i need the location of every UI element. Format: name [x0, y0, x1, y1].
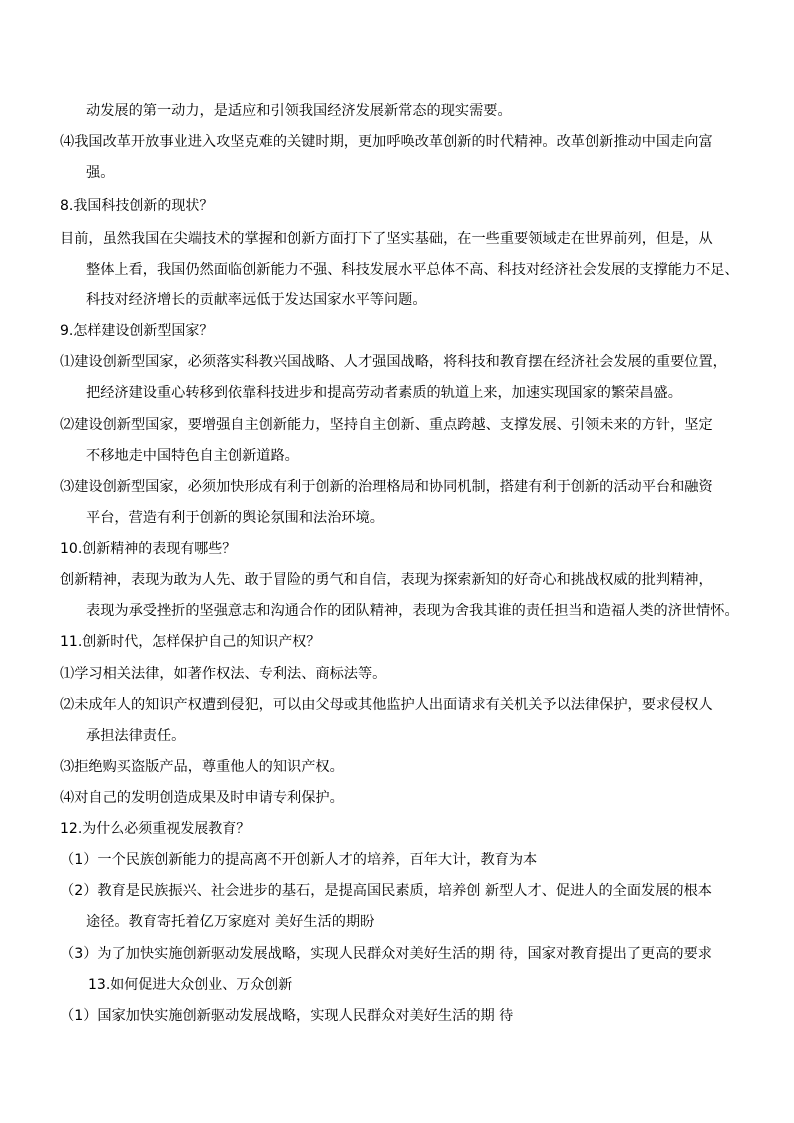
text-line: 动发展的第一动力，是适应和引领我国经济发展新常态的现实需要。 [86, 103, 512, 119]
text-line: ⑵未成年人的知识产权遭到侵犯，可以由父母或其他监护人出面请求有关机关予以法律保护，要求侵权人 [60, 697, 713, 713]
text-line: ⑴建设创新型国家，必须落实科教兴国战略、人才强国战略，将科技和教育摆在经济社会发展的重要位置， [60, 354, 727, 370]
text-line: 表现为承受挫折的坚强意志和沟通合作的团队精神，表现为舍我其谁的责任担当和造福人类的济世情怀。 [86, 603, 739, 619]
question-heading: 11.创新时代，怎样保护自己的知识产权？ [60, 634, 321, 650]
text-line: ⑴学习相关法律，如著作权法、专利法、商标法等。 [60, 666, 387, 682]
question-heading: 13.如何促进大众创业、万众创新 [88, 977, 293, 993]
text-line: 创新精神，表现为敢为人先、敢于冒险的勇气和自信，表现为探索新知的好奇心和挑战权威的批判精神， [60, 572, 713, 588]
text-line: ⑷我国改革开放事业进入攻坚克难的关键时期，更加呼唤改革创新的时代精神。改革创新推动中国走向富 [60, 134, 713, 150]
text-line: ⑵建设创新型国家，要增强自主创新能力，坚持自主创新、重点跨越、支撑发展、引领未来的方针，坚定 [60, 417, 713, 433]
question-heading: 12.为什么必须重视发展教育？ [60, 821, 251, 837]
text-line: （2）教育是民族振兴、社会进步的基石，是提高国民素质，培养创 新型人才、促进人的全面发展的根本 [60, 883, 712, 899]
text-line: 强。 [86, 165, 115, 181]
text-line: 平台，营造有利于创新的舆论氛围和法治环境。 [86, 510, 384, 526]
question-heading: 10.创新精神的表现有哪些？ [60, 541, 237, 557]
text-line: （1）国家加快实施创新驱动发展战略，实现人民群众对美好生活的期 待 [60, 1008, 514, 1024]
text-line: ⑷对自己的发明创造成果及时申请专利保护。 [60, 790, 344, 806]
text-line: 科技对经济增长的贡献率远低于发达国家水平等问题。 [86, 292, 427, 308]
question-heading: 9.怎样建设创新型国家？ [60, 323, 214, 339]
question-heading: 8.我国科技创新的现状？ [60, 198, 214, 214]
text-line: ⑶建设创新型国家，必须加快形成有利于创新的治理格局和协同机制，搭建有利于创新的活动平台和融资 [60, 479, 713, 495]
text-line: 承担法律责任。 [86, 728, 186, 744]
text-line: 把经济建设重心转移到依靠科技进步和提高劳动者素质的轨道上来，加速实现国家的繁荣昌盛。 [86, 385, 682, 401]
text-line: 整体上看，我国仍然面临创新能力不强、科技发展水平总体不高、科技对经济社会发展的支撑能力不足、 [86, 262, 739, 278]
text-line: 目前，虽然我国在尖端技术的掌握和创新方面打下了坚实基础，在一些重要领域走在世界前列，但是，从 [60, 231, 713, 247]
text-line: 不移地走中国特色自主创新道路。 [86, 448, 299, 464]
text-line: ⑶拒绝购买盗版产品，尊重他人的知识产权。 [60, 759, 344, 775]
text-line: 途径。教育寄托着亿万家庭对 美好生活的期盼 [86, 914, 375, 930]
text-line: （1）一个民族创新能力的提高离不开创新人才的培养，百年大计，教育为本 [60, 852, 538, 868]
text-line: （3）为了加快实施创新驱动发展战略，实现人民群众对美好生活的期 待，国家对教育提出了更高的要求 [60, 946, 712, 962]
